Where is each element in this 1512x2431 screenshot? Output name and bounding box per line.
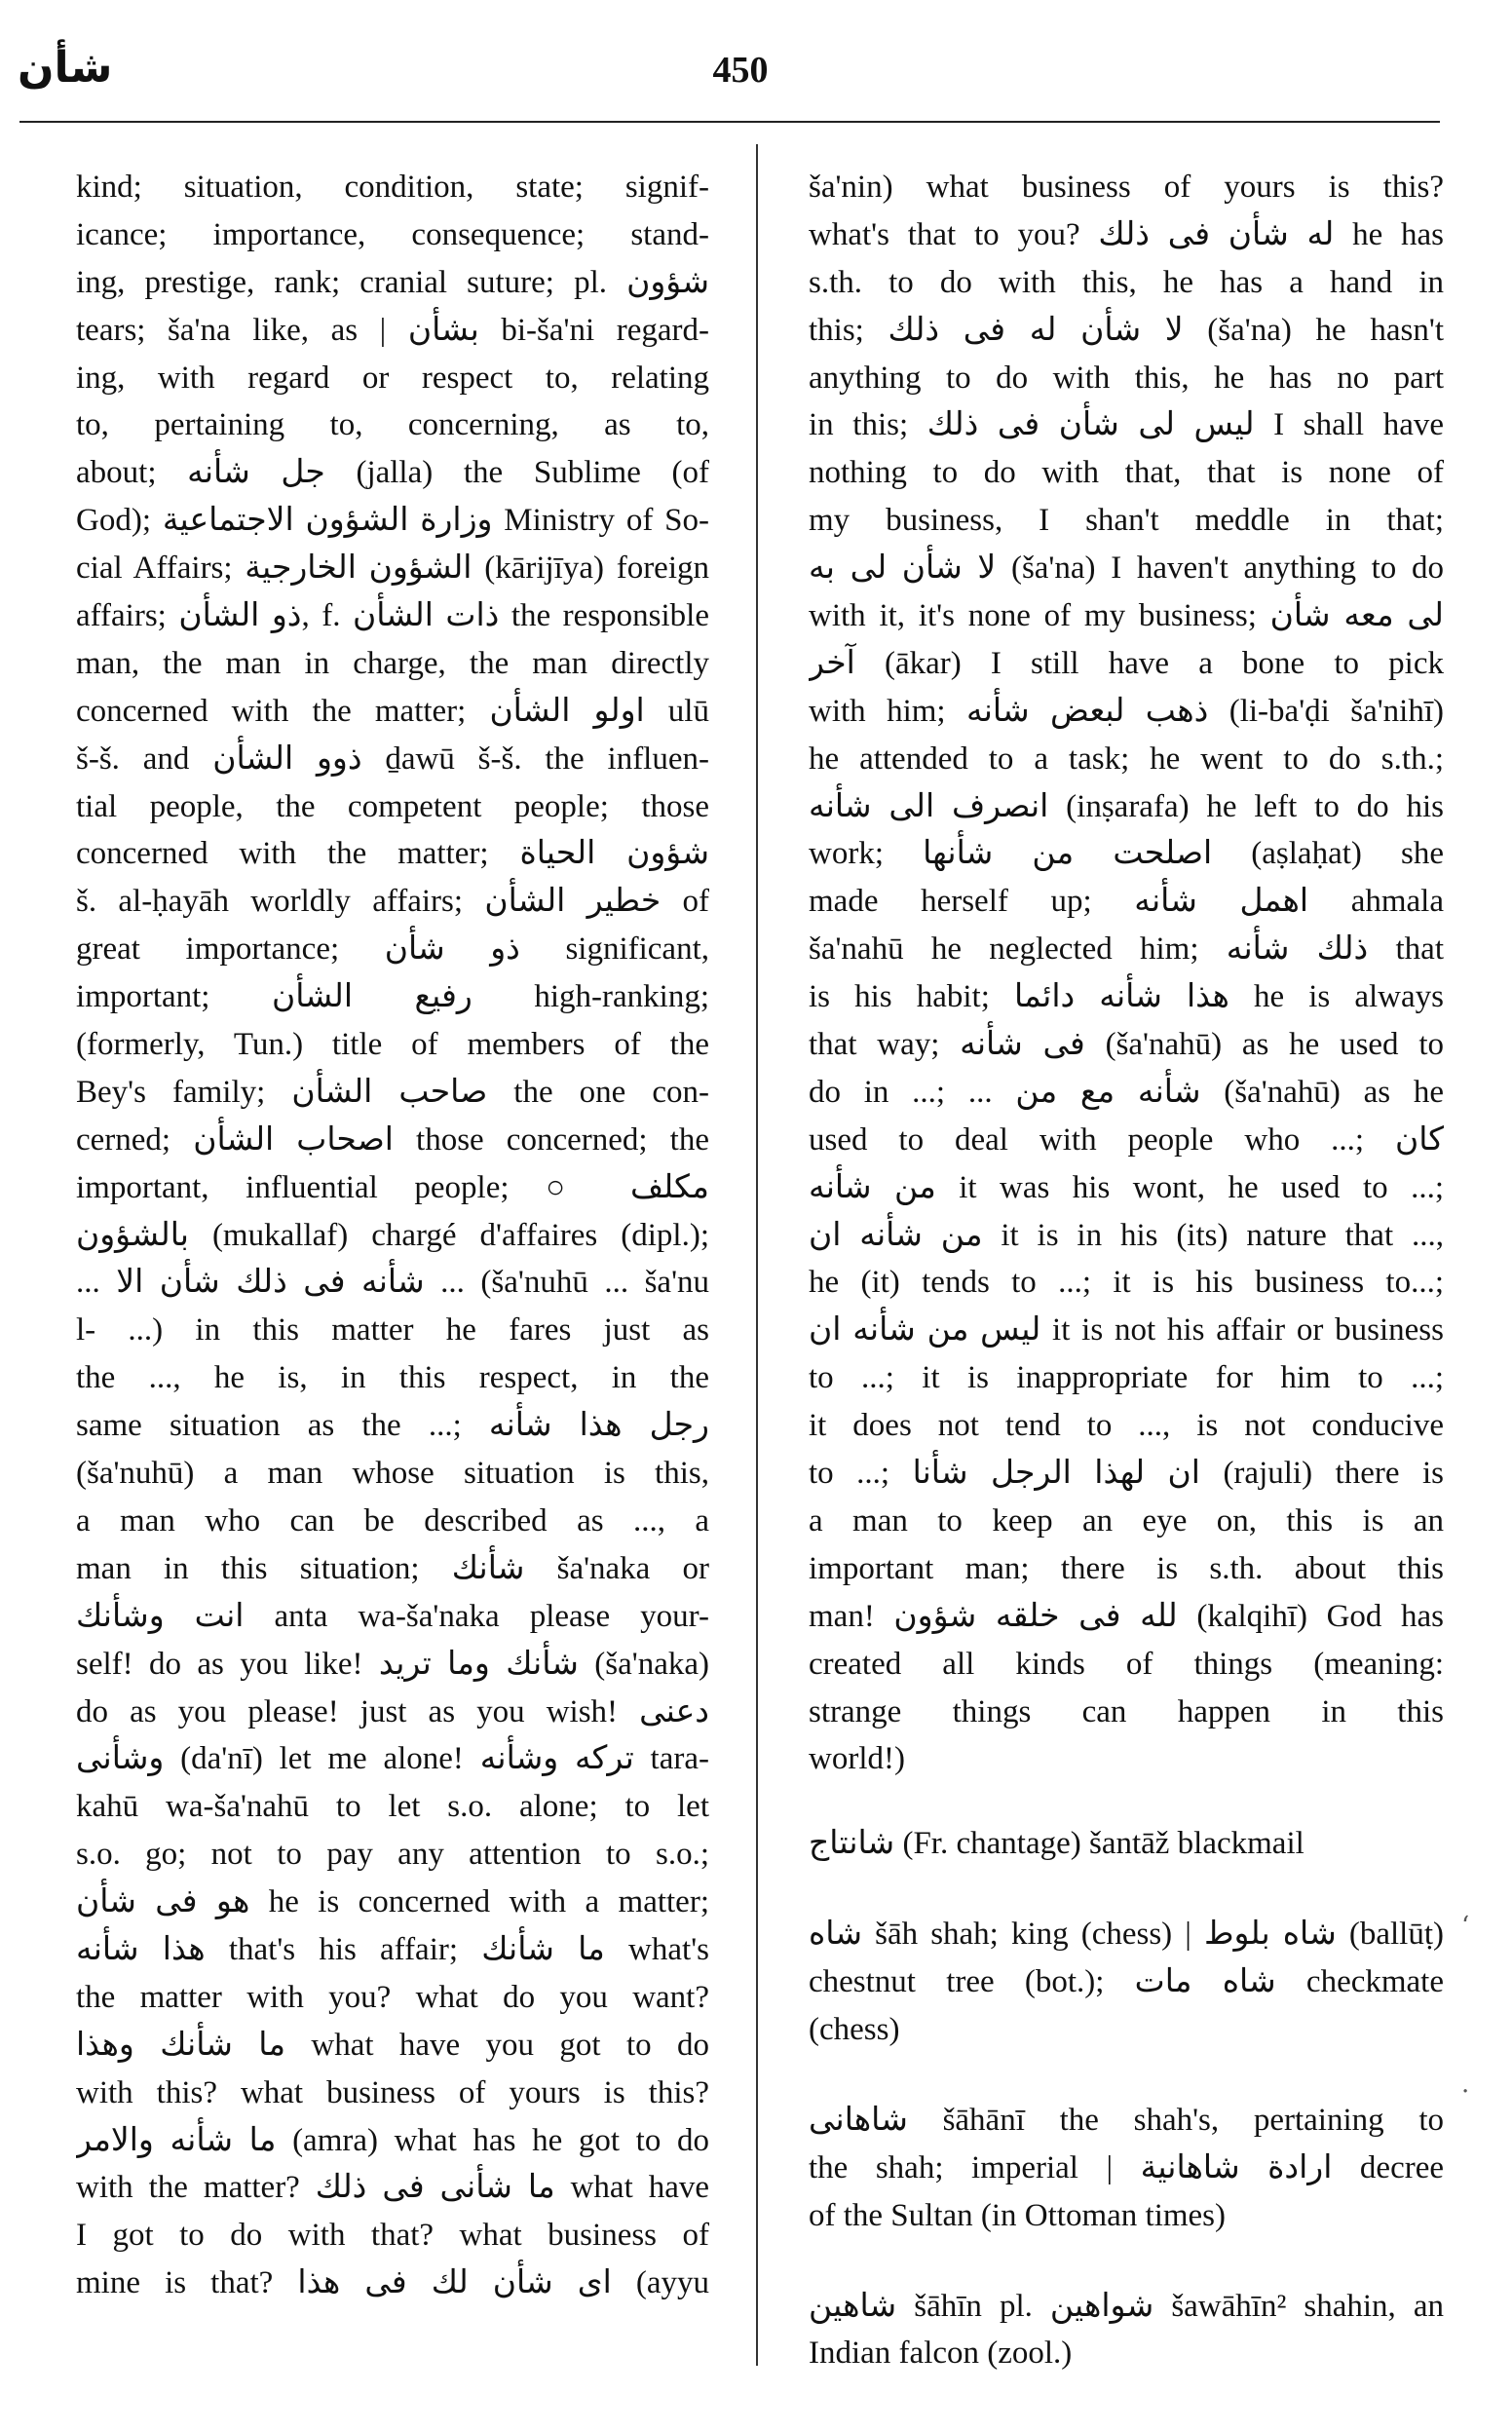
text-line: Bey's family; صاحب الشأن the one con- xyxy=(76,1074,709,1110)
text-line: that way; فى شأنه (ša'nahū) as he used to xyxy=(809,1027,1444,1063)
text-line: he (it) tends to ...; it is his business to...; xyxy=(809,1265,1444,1301)
text-line: cerned; اصحاب الشأن those concerned; the xyxy=(76,1121,709,1158)
entry-continuation xyxy=(809,164,1444,1783)
text-line: important man; there is s.th. about this xyxy=(809,1550,1444,1586)
text-line: š. al-ḥayāh worldly affairs; خطير الشأن of xyxy=(76,884,709,920)
text-line: man in this situation; شأنك ša'naka or xyxy=(76,1550,709,1586)
text-line: š-š. and ذوو الشأن ḏawū š-š. the influen- xyxy=(76,741,709,777)
text-line: it does not tend to ..., is not conducive xyxy=(809,1408,1444,1444)
text-line: the ..., he is, in this respect, in the xyxy=(76,1360,709,1396)
text-line: Indian falcon (zool.) xyxy=(809,2336,1073,2372)
text-line: to, pertaining to, concerning, as to, xyxy=(76,407,709,443)
text-line: world!) xyxy=(809,1741,905,1777)
right-column xyxy=(809,164,1444,2377)
text-line: ما شأنه والامر (amra) what has he got to do xyxy=(76,2122,709,2158)
text-line: important; رفيع الشأن high-ranking; xyxy=(76,979,709,1015)
text-line: s.th. to do with this, he has a hand in xyxy=(809,264,1444,300)
text-line: آخر (ākar) I still have a bone to pick xyxy=(809,645,1444,681)
column-divider xyxy=(756,144,758,2366)
text-line: do in ...; ... شأنه مع من (ša'nahū) as he xyxy=(809,1074,1444,1110)
text-line: to ...; ان لهذا الرجل شأنا (rajuli) there is xyxy=(809,1456,1444,1492)
text-line: (ša'nuhū) a man whose situation is this, xyxy=(76,1456,709,1492)
text-line: شانتاج (Fr. chantage) šantāž blackmail xyxy=(809,1826,1304,1862)
text-line: created all kinds of things (meaning: xyxy=(809,1646,1444,1682)
text-line: لا شأن لى به (ša'na) I haven't anything to do xyxy=(809,551,1444,587)
left-column xyxy=(76,164,709,2307)
text-line: the matter with you? what do you want? xyxy=(76,1979,709,2015)
header-rule xyxy=(19,121,1440,123)
text-line: ša'nin) what business of yours is this? xyxy=(809,170,1444,205)
text-line: in this; ليس لى شأن فى ذلك I shall have xyxy=(809,407,1444,443)
text-line: s.o. go; not to pay any attention to s.o.; xyxy=(76,1837,709,1873)
text-line: (chess) xyxy=(809,2011,900,2047)
text-line: made herself up; اهمل شأنه ahmala xyxy=(809,884,1444,920)
text-line: used to deal with people who ...; كان xyxy=(809,1121,1444,1158)
page-number: 450 xyxy=(712,50,769,91)
text-line: tears; ša'na like, as | بشأن bi-ša'ni regard- xyxy=(76,312,709,348)
text-line: هو فى شأن he is concerned with a matter; xyxy=(76,1884,709,1920)
text-line: with it, it's none of my business; لى معه شأن xyxy=(809,598,1444,634)
text-line: do as you please! just as you wish! دعنى xyxy=(76,1693,709,1729)
text-line: من شأنه ان it is in his (its) nature that ..., xyxy=(809,1217,1444,1253)
text-line: same situation as the ...; رجل هذا شأنه xyxy=(76,1408,709,1444)
text-line: this; لا شأن له فى ذلك (ša'na) he hasn't xyxy=(809,312,1444,348)
text-line: nothing to do with that, that is none of xyxy=(809,455,1444,491)
text-line: concerned with the matter; اولو الشأن ulū xyxy=(76,693,709,729)
text-line: the shah; imperial | ارادة شاهانية decree xyxy=(809,2149,1444,2185)
dictionary-entry xyxy=(809,2097,1444,2240)
text-line: with this? what business of yours is this? xyxy=(76,2074,709,2110)
text-line: tial people, the competent people; those xyxy=(76,788,709,824)
text-line: work; اصلحت من شأنها (aṣlaḥat) she xyxy=(809,836,1444,872)
text-line: important, influential people; ○ مكلف xyxy=(76,1169,709,1205)
text-line: من شأنه it was his wont, he used to ...; xyxy=(809,1169,1444,1205)
text-line: I got to do with that? what business of xyxy=(76,2218,709,2254)
text-line: شاه šāh shah; king (chess) | شاه بلوط (ballūṭ) xyxy=(809,1917,1444,1953)
text-line: is his habit; هذا شأنه دائما he is always xyxy=(809,979,1444,1015)
text-line: (formerly, Tun.) title of members of the xyxy=(76,1027,709,1063)
dictionary-entry xyxy=(809,2283,1444,2378)
text-line: وشأنى (da'nī) let me alone! تركه وشأنه tara- xyxy=(76,1741,709,1777)
text-line: great importance; ذو شأن significant, xyxy=(76,931,709,968)
running-headword: شأن xyxy=(18,43,113,93)
text-line: شاهين šāhīn pl. شواهين šawāhīn² shahin, an xyxy=(809,2288,1444,2324)
text-line: man! لله فى خلقه شؤون (kalqihī) God has xyxy=(809,1598,1444,1634)
text-line: mine is that? اى شأن لك فى هذا (ayyu xyxy=(76,2265,709,2301)
text-line: l- ...) in this matter he fares just as xyxy=(76,1312,709,1348)
text-line: هذا شأنه that's his affair; ما شأنك what's xyxy=(76,1931,709,1967)
text-line: of the Sultan (in Ottoman times) xyxy=(809,2197,1227,2233)
text-line: about; جل شأنه (jalla) the Sublime (of xyxy=(76,455,709,491)
text-line: to ...; it is inappropriate for him to ...; xyxy=(809,1360,1444,1396)
margin-mark: · xyxy=(1461,2077,1470,2107)
text-line: ing, prestige, rank; cranial suture; pl. شؤون xyxy=(76,264,709,300)
text-line: ... شأنه فى ذلك شأن الا ... (ša'nuhū ... ša'nu xyxy=(76,1265,709,1301)
text-line: my business, I shan't meddle in that; xyxy=(809,503,1444,539)
text-line: he attended to a task; he went to do s.th.; xyxy=(809,741,1444,777)
text-line: anything to do with this, he has no part xyxy=(809,360,1444,396)
text-line: man, the man in charge, the man directly xyxy=(76,645,709,681)
text-line: chestnut tree (bot.); شاه مات checkmate xyxy=(809,1964,1444,2000)
text-line: kind; situation, condition, state; signif- xyxy=(76,170,709,205)
text-line: ing, with regard or respect to, relating xyxy=(76,360,709,396)
text-line: ša'nahū he neglected him; ذلك شأنه that xyxy=(809,931,1444,968)
text-line: affairs; ذو الشأن, f. ذات الشأن the responsible xyxy=(76,598,709,634)
text-line: بالشؤون (mukallaf) chargé d'affaires (dipl.); xyxy=(76,1217,709,1253)
text-line: شاهانى šāhānī the shah's, pertaining to xyxy=(809,2102,1444,2138)
text-line: God); وزارة الشؤون الاجتماعية Ministry of So- xyxy=(76,503,709,539)
dictionary-entry xyxy=(809,1820,1444,1868)
text-line: kahū wa-ša'nahū to let s.o. alone; to let xyxy=(76,1789,709,1825)
text-line: with the matter? ما شأنى فى ذلك what have xyxy=(76,2170,709,2206)
text-line: انصرف الى شأنه (inṣarafa) he left to do his xyxy=(809,788,1444,824)
text-line: ليس من شأنه ان it is not his affair or business xyxy=(809,1312,1444,1348)
text-line: a man who can be described as ..., a xyxy=(76,1502,709,1538)
text-line: concerned with the matter; شؤون الحياة xyxy=(76,836,709,872)
dictionary-entry xyxy=(809,1911,1444,2054)
text-line: what's that to you? له شأن فى ذلك he has xyxy=(809,216,1444,252)
text-line: self! do as you like! شأنك وما تريد (ša'naka) xyxy=(76,1646,709,1682)
text-line: icance; importance, consequence; stand- xyxy=(76,216,709,252)
text-line: ما شأنك وهذا what have you got to do xyxy=(76,2027,709,2063)
text-line: cial Affairs; الشؤون الخارجية (kārijīya) foreign xyxy=(76,551,709,587)
margin-mark: ‘ xyxy=(1461,1912,1470,1941)
text-line: with him; ذهب لبعض شأنه (li-ba'ḍi ša'nihī) xyxy=(809,693,1444,729)
text-line: strange things can happen in this xyxy=(809,1693,1444,1729)
text-line: انت وشأنك anta wa-ša'naka please your- xyxy=(76,1598,709,1634)
text-line: a man to keep an eye on, this is an xyxy=(809,1502,1444,1538)
